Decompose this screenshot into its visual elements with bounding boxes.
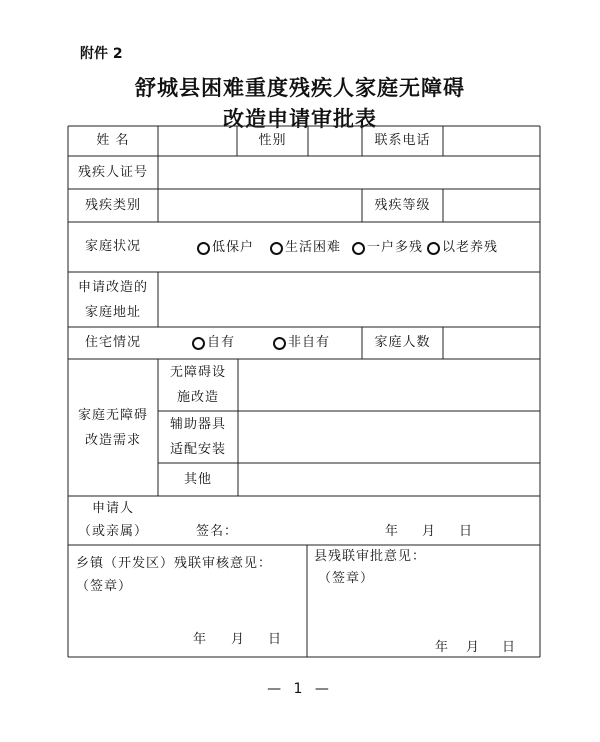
family-status-label: 家庭状况 (84, 239, 141, 254)
page-number: — 1 — (267, 681, 333, 697)
attachment-label: 附件 2 (80, 46, 123, 62)
needs-other-label: 其他 (183, 472, 212, 487)
family-status-option-hardship[interactable]: 生活困难 (270, 238, 341, 258)
applicant-date-day: 日 (459, 524, 474, 539)
disability-type-label: 残疾类别 (84, 198, 141, 213)
family-status-option-low-income[interactable]: 低保户 (197, 238, 254, 258)
needs-facility-label-line-1: 无障碍设 (169, 365, 226, 380)
needs-assistive-label-line-1: 辅助器具 (169, 417, 226, 432)
disability-level-label: 残疾等级 (374, 198, 431, 213)
disability-cert-label: 残疾人证号 (77, 165, 148, 180)
applicant-label-line-2: （或亲属） (77, 524, 148, 539)
address-label-line-2: 家庭地址 (84, 305, 141, 320)
township-opinion-label: 乡镇（开发区）残联审核意见： (76, 556, 273, 571)
county-date-day: 日 (502, 640, 517, 655)
county-date-month: 月 (466, 640, 481, 655)
family-status-option-multiple-disabled[interactable]: 一户多残 (352, 238, 423, 258)
household-size-label: 家庭人数 (374, 335, 431, 350)
township-stamp-label: （签章） (76, 579, 133, 594)
housing-option-owned[interactable]: 自有 (192, 333, 235, 353)
signature-label: 签名： (196, 524, 239, 539)
housing-option-not-owned[interactable]: 非自有 (273, 333, 330, 353)
applicant-date-month: 月 (422, 524, 437, 539)
applicant-label-line-1: 申请人 (91, 501, 134, 516)
family-status-option-elderly-support[interactable]: 以老养残 (427, 238, 498, 258)
township-date-year: 年 (193, 632, 208, 647)
county-opinion-label: 县残联审批意见： (314, 549, 427, 564)
form-title-line-1: 舒城县困难重度残疾人家庭无障碍 (135, 75, 465, 100)
radio-icon (352, 242, 365, 255)
county-date-year: 年 (435, 640, 450, 655)
township-date-day: 日 (268, 632, 283, 647)
needs-label-line-1: 家庭无障碍 (77, 408, 148, 423)
radio-icon (270, 242, 283, 255)
township-date-month: 月 (231, 632, 246, 647)
address-label-line-1: 申请改造的 (77, 280, 148, 295)
needs-label-line-2: 改造需求 (84, 433, 141, 448)
needs-assistive-label-line-2: 适配安装 (169, 442, 226, 457)
radio-icon (192, 337, 205, 350)
county-stamp-label: （签章） (318, 571, 375, 586)
applicant-date-year: 年 (385, 524, 400, 539)
housing-label: 住宅情况 (84, 335, 141, 350)
radio-icon (197, 242, 210, 255)
radio-icon (273, 337, 286, 350)
phone-label: 联系电话 (374, 133, 431, 148)
needs-facility-label-line-2: 施改造 (176, 390, 219, 405)
form-title-line-2: 改造申请审批表 (223, 106, 377, 131)
gender-label: 性别 (258, 133, 287, 148)
name-label: 姓 名 (96, 133, 130, 148)
radio-icon (427, 242, 440, 255)
